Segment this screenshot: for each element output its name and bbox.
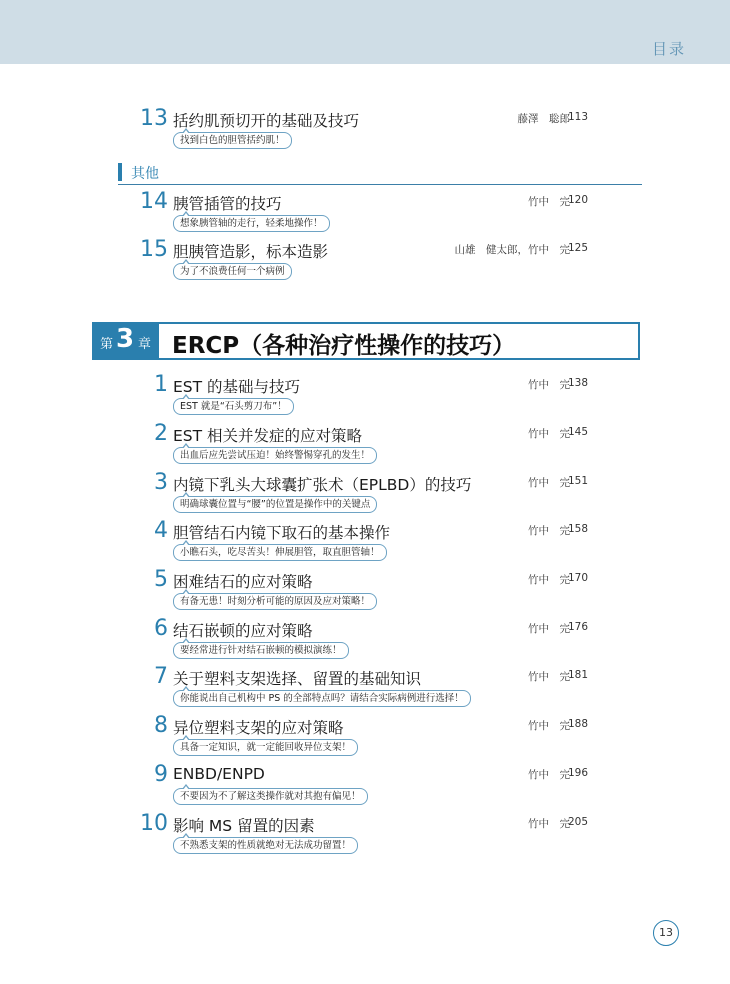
toc-entry[interactable] bbox=[0, 470, 730, 520]
entry-number: 8 bbox=[154, 713, 168, 738]
entry-subtitle: 不要因为不了解这类操作就对其抱有偏见！ bbox=[173, 788, 368, 805]
toc-entry[interactable] bbox=[0, 567, 730, 617]
toc-entry[interactable] bbox=[0, 616, 730, 666]
section-title: 其他 bbox=[131, 166, 159, 182]
entry-author: 竹中 完 bbox=[528, 769, 570, 781]
entry-number: 14 bbox=[140, 189, 168, 214]
chapter-title: ERCP（各种治疗性操作的技巧） bbox=[172, 333, 516, 359]
toc-entry[interactable] bbox=[0, 372, 730, 422]
page-number: 13 bbox=[653, 920, 679, 946]
entry-page: 181 bbox=[567, 669, 588, 681]
entry-title: ENBD/ENPD bbox=[173, 765, 265, 783]
header-band bbox=[0, 0, 730, 64]
entry-subtitle: 想象胰管轴的走行，轻柔地操作！ bbox=[173, 215, 330, 232]
entry-title: 内镜下乳头大球囊扩张术（EPLBD）的技巧 bbox=[173, 476, 472, 494]
entry-author: 竹中 完 bbox=[528, 623, 570, 635]
chapter-suffix: 章 bbox=[138, 337, 152, 352]
toc-entry[interactable] bbox=[0, 713, 730, 763]
entry-subtitle: 你能说出自己机构中 PS 的全部特点吗？请结合实际病例进行选择！ bbox=[173, 690, 471, 707]
entry-title: 括约肌预切开的基础及技巧 bbox=[173, 112, 360, 130]
chapter-number: 3 bbox=[116, 324, 135, 354]
entry-page: 188 bbox=[567, 718, 588, 730]
entry-number: 3 bbox=[154, 470, 168, 495]
entry-number: 4 bbox=[154, 518, 168, 543]
entry-title: EST 的基础与技巧 bbox=[173, 378, 301, 396]
entry-number: 6 bbox=[154, 616, 168, 641]
entry-page: 120 bbox=[567, 194, 588, 206]
entry-author: 竹中 完 bbox=[528, 818, 570, 830]
entry-title: EST 相关并发症的应对策略 bbox=[173, 427, 363, 445]
entry-title: 异位塑料支架的应对策略 bbox=[173, 719, 344, 737]
entry-page: 145 bbox=[567, 426, 588, 438]
toc-entry[interactable] bbox=[0, 762, 730, 812]
entry-number: 13 bbox=[140, 106, 168, 131]
entry-number: 15 bbox=[140, 237, 168, 262]
section-heading bbox=[118, 162, 642, 185]
entry-page: 138 bbox=[567, 377, 588, 389]
entry-subtitle: EST 就是“石头剪刀布”！ bbox=[173, 398, 294, 415]
entry-author: 竹中 完 bbox=[528, 379, 570, 391]
toc-entry[interactable] bbox=[0, 106, 730, 156]
chapter-heading[interactable] bbox=[92, 322, 640, 360]
entry-author: 竹中 完 bbox=[528, 574, 570, 586]
entry-subtitle: 为了不浪费任何一个病例 bbox=[173, 263, 292, 280]
entry-subtitle: 小瞧石头，吃尽苦头！伸展胆管，取直胆管轴！ bbox=[173, 544, 387, 561]
entry-page: 125 bbox=[567, 242, 588, 254]
entry-author: 竹中 完 bbox=[528, 671, 570, 683]
entry-author: 藤澤 聡郎 bbox=[517, 113, 570, 125]
entry-number: 1 bbox=[154, 372, 168, 397]
entry-page: 196 bbox=[567, 767, 588, 779]
entry-number: 10 bbox=[140, 811, 168, 836]
entry-page: 205 bbox=[567, 816, 588, 828]
toc-entry[interactable] bbox=[0, 664, 730, 714]
entry-page: 113 bbox=[567, 111, 588, 123]
entry-page: 170 bbox=[567, 572, 588, 584]
entry-page: 158 bbox=[567, 523, 588, 535]
toc-entry[interactable] bbox=[0, 811, 730, 861]
entry-number: 2 bbox=[154, 421, 168, 446]
entry-title: 胆管结石内镜下取石的基本操作 bbox=[173, 524, 391, 542]
entry-author: 竹中 完 bbox=[528, 477, 570, 489]
entry-subtitle: 找到白色的胆管括约肌！ bbox=[173, 132, 292, 149]
entry-subtitle: 明确球囊位置与“腰”的位置是操作中的关键点 bbox=[173, 496, 377, 513]
chapter-label bbox=[93, 323, 159, 359]
entry-author: 山雄 健太郎，竹中 完 bbox=[454, 244, 570, 256]
entry-number: 5 bbox=[154, 567, 168, 592]
toc-entry[interactable] bbox=[0, 189, 730, 239]
toc-entry[interactable] bbox=[0, 421, 730, 471]
entry-number: 7 bbox=[154, 664, 168, 689]
entry-subtitle: 具备一定知识，就一定能回收异位支架！ bbox=[173, 739, 358, 756]
toc-entry[interactable] bbox=[0, 237, 730, 287]
toc-entry[interactable] bbox=[0, 518, 730, 568]
entry-title: 结石嵌顿的应对策略 bbox=[173, 622, 313, 640]
entry-title: 关于塑料支架选择、留置的基础知识 bbox=[173, 670, 422, 688]
entry-author: 竹中 完 bbox=[528, 720, 570, 732]
entry-number: 9 bbox=[154, 762, 168, 787]
entry-subtitle: 不熟悉支架的性质就绝对无法成功留置！ bbox=[173, 837, 358, 854]
entry-author: 竹中 完 bbox=[528, 196, 570, 208]
chapter-prefix: 第 bbox=[100, 337, 114, 352]
entry-subtitle: 有备无患！时刻分析可能的原因及应对策略！ bbox=[173, 593, 377, 610]
entry-subtitle: 出血后应先尝试压迫！始终警惕穿孔的发生！ bbox=[173, 447, 377, 464]
entry-page: 176 bbox=[567, 621, 588, 633]
entry-title: 影响 MS 留置的因素 bbox=[173, 817, 315, 835]
entry-title: 胆胰管造影，标本造影 bbox=[173, 243, 329, 261]
entry-page: 151 bbox=[567, 475, 588, 487]
entry-author: 竹中 完 bbox=[528, 525, 570, 537]
section-bar bbox=[118, 163, 122, 181]
entry-title: 困难结石的应对策略 bbox=[173, 573, 313, 591]
entry-title: 胰管插管的技巧 bbox=[173, 195, 282, 213]
entry-author: 竹中 完 bbox=[528, 428, 570, 440]
header-label: 目录 bbox=[651, 40, 686, 58]
entry-subtitle: 要经常进行针对结石嵌顿的模拟演练！ bbox=[173, 642, 349, 659]
